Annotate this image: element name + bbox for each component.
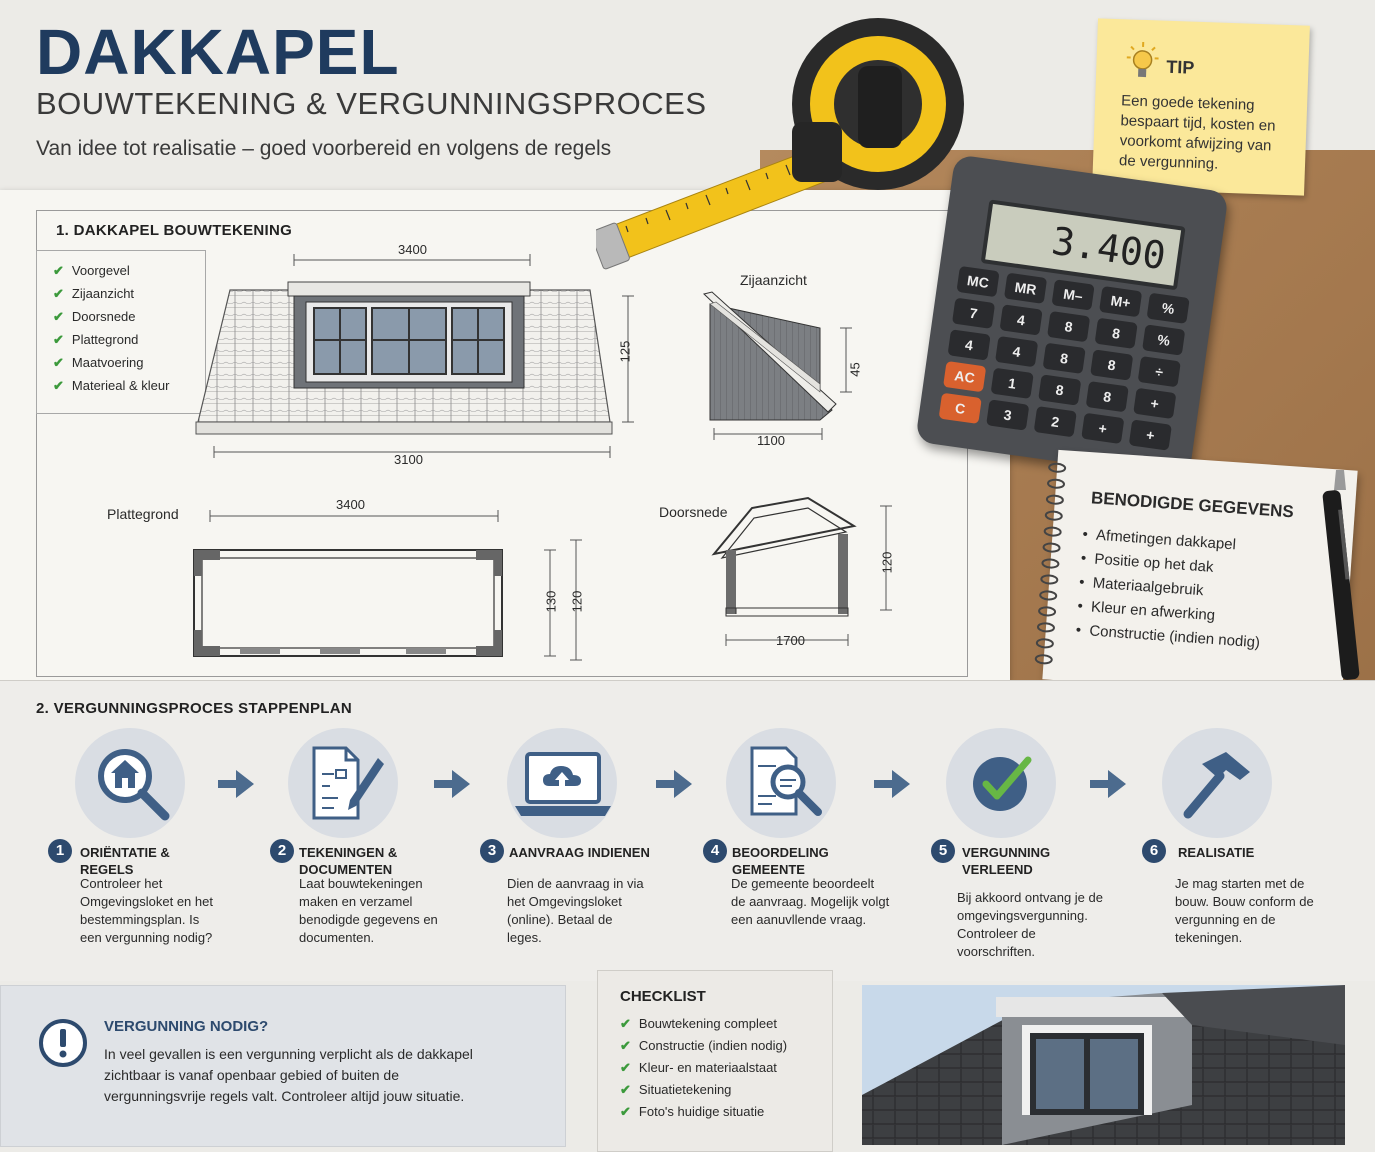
- page-title: DAKKAPEL: [36, 20, 400, 84]
- calc-key: 8: [1047, 311, 1090, 342]
- section-view-drawing: [708, 490, 908, 660]
- calc-key: 4: [947, 329, 990, 360]
- laptop-upload-icon: [513, 750, 613, 818]
- requirements-title: BENODIGDE GEGEVENS: [1090, 488, 1294, 522]
- hammer-icon: [1180, 746, 1256, 822]
- arrow-right-icon: [434, 770, 470, 798]
- front-height-dimension: 125: [617, 341, 632, 363]
- calculator-display: 3.400: [1049, 219, 1168, 278]
- check-icon: ✔: [53, 309, 64, 324]
- calc-key-clear-all: AC: [943, 361, 986, 392]
- side-depth-dimension: 1100: [757, 433, 785, 448]
- arrow-right-icon: [874, 770, 910, 798]
- check-icon: ✔: [53, 378, 64, 393]
- calc-key: +: [1081, 413, 1124, 444]
- tip-title: TIP: [1166, 57, 1195, 79]
- step-number: 3: [480, 839, 504, 863]
- pen-icon: [1322, 470, 1362, 680]
- step-number: 5: [931, 839, 955, 863]
- step-title: AANVRAAG INDIENEN: [509, 844, 669, 861]
- section-drawing-heading: 1. DAKKAPEL BOUWTEKENING: [56, 222, 292, 239]
- document-search-icon: [746, 744, 826, 824]
- step-title: VERGUNNING VERLEEND: [962, 844, 1072, 878]
- legend-item: ✔ Plattegrond: [53, 332, 138, 348]
- step-description: Controleer het Omgevingsloket en het bestemmingsplan. Is een vergunning nodig?: [80, 875, 220, 947]
- checklist-item: ✔ Situatietekening: [620, 1082, 731, 1098]
- calc-key: 8: [1090, 349, 1133, 380]
- checkmark-icon: [972, 754, 1032, 814]
- step-title: TEKENINGEN & DOCUMENTEN: [299, 844, 419, 878]
- check-icon: ✔: [53, 286, 64, 301]
- exclamation-icon: [38, 1018, 88, 1068]
- lightbulb-icon: [1126, 41, 1159, 82]
- plan-depth-dimension-a: 130: [543, 591, 558, 613]
- check-icon: ✔: [620, 1082, 631, 1097]
- calc-key: +: [1133, 388, 1176, 419]
- requirements-notebook: [1042, 450, 1357, 700]
- calc-key: 4: [995, 336, 1038, 367]
- requirement-item: • Constructie (indien nodig): [1075, 621, 1260, 651]
- step-3-circle: [507, 728, 617, 838]
- step-6-circle: [1162, 728, 1272, 838]
- tip-note: [1092, 18, 1310, 195]
- step-5-circle: [946, 728, 1056, 838]
- section-view-label: Doorsnede: [659, 504, 728, 520]
- check-icon: ✔: [620, 1038, 631, 1053]
- step-number: 1: [48, 839, 72, 863]
- legend-item: ✔ Zijaanzicht: [53, 286, 134, 302]
- check-icon: ✔: [620, 1104, 631, 1119]
- requirement-item: • Kleur en afwerking: [1077, 598, 1216, 625]
- calc-key: +: [1129, 419, 1172, 450]
- step-description: Je mag starten met de bouw. Bouw conform de vergunning en de tekeningen.: [1175, 875, 1325, 947]
- front-elevation-drawing: [190, 236, 650, 476]
- calc-key: %: [1142, 324, 1185, 355]
- front-width-dimension: 3400: [398, 242, 427, 257]
- legend-item: ✔ Doorsnede: [53, 309, 136, 325]
- calc-key: %: [1147, 293, 1190, 324]
- requirement-item: • Positie op het dak: [1080, 550, 1214, 576]
- step-title: REALISATIE: [1178, 844, 1298, 861]
- floor-plan-label: Plattegrond: [107, 506, 179, 522]
- drawing-legend: [36, 250, 206, 414]
- arrow-right-icon: [1090, 770, 1126, 798]
- alert-text: In veel gevallen is een vergunning verplicht als de dakkapel zichtbaar is vanaf openbaar gebied of buiten de vergunningsvrije regels valt. Controleer altijd jouw situatie.: [104, 1044, 504, 1107]
- checklist-item: ✔ Kleur- en materiaalstaat: [620, 1060, 777, 1076]
- arrow-right-icon: [656, 770, 692, 798]
- roof-width-dimension: 3100: [394, 452, 423, 467]
- calc-key-clear: C: [939, 393, 982, 424]
- plan-width-dimension: 3400: [336, 497, 365, 512]
- step-number: 2: [270, 839, 294, 863]
- calc-key: 1: [991, 368, 1034, 399]
- calc-key: 8: [1038, 374, 1081, 405]
- tape-measure-icon: [596, 10, 976, 270]
- calc-key: 4: [999, 304, 1042, 335]
- requirement-item: • Afmetingen dakkapel: [1082, 526, 1236, 554]
- calculator: [915, 154, 1229, 480]
- dormer-photo: [862, 985, 1345, 1145]
- calc-key: M–: [1051, 279, 1094, 310]
- check-icon: ✔: [53, 355, 64, 370]
- calc-key: 3: [986, 399, 1029, 430]
- step-description: Laat bouwtekeningen maken en verzamel benodigde gegevens en documenten.: [299, 875, 439, 947]
- section-width-dimension: 1700: [776, 633, 805, 648]
- page-tagline: Van idee tot realisatie – goed voorbereid en volgens de regels: [36, 138, 611, 159]
- step-number: 6: [1142, 839, 1166, 863]
- checklist-item: ✔ Constructie (indien nodig): [620, 1038, 787, 1054]
- section-height-dimension: 120: [879, 552, 894, 574]
- page-subtitle: BOUWTEKENING & VERGUNNINGSPROCES: [36, 88, 707, 119]
- floor-plan-drawing: [180, 500, 600, 670]
- legend-item: ✔ Materieal & kleur: [53, 378, 169, 394]
- legend-item: ✔ Voorgevel: [53, 263, 130, 279]
- tip-text: Een goede tekening bespaart tijd, kosten en voorkomt afwijzing van de vergunning.: [1119, 91, 1282, 177]
- calc-key: M+: [1099, 286, 1142, 317]
- checklist-item: ✔ Foto's huidige situatie: [620, 1104, 764, 1120]
- house-search-icon: [95, 746, 171, 822]
- requirement-item: • Materiaalgebruik: [1079, 574, 1204, 600]
- step-2-circle: [288, 728, 398, 838]
- legend-item: ✔ Maatvoering: [53, 355, 143, 371]
- calc-key: ÷: [1138, 356, 1181, 387]
- calc-key: MR: [1004, 273, 1047, 304]
- arrow-right-icon: [218, 770, 254, 798]
- checklist-item: ✔ Bouwtekening compleet: [620, 1016, 777, 1032]
- calc-key: 7: [952, 298, 995, 329]
- calc-key: 8: [1043, 343, 1086, 374]
- calc-key: 8: [1095, 318, 1138, 349]
- check-icon: ✔: [53, 263, 64, 278]
- calc-key: 8: [1086, 381, 1129, 412]
- document-pencil-icon: [308, 744, 384, 824]
- check-icon: ✔: [620, 1016, 631, 1031]
- step-1-circle: [75, 728, 185, 838]
- alert-title: VERGUNNING NODIG?: [104, 1018, 268, 1035]
- side-height-dimension: 45: [848, 362, 863, 376]
- step-title: BEOORDELING GEMEENTE: [732, 844, 902, 878]
- calc-key: MC: [956, 266, 999, 297]
- step-number: 4: [703, 839, 727, 863]
- plan-depth-dimension-b: 120: [569, 591, 584, 613]
- calc-key: 2: [1034, 406, 1077, 437]
- check-icon: ✔: [53, 332, 64, 347]
- step-title: ORIËNTATIE & REGELS: [80, 844, 220, 878]
- section-process-heading: 2. VERGUNNINGSPROCES STAPPENPLAN: [36, 700, 352, 717]
- side-view-label: Zijaanzicht: [740, 272, 807, 288]
- step-4-circle: [726, 728, 836, 838]
- check-icon: ✔: [620, 1060, 631, 1075]
- step-description: De gemeente beoordeelt de aanvraag. Mogelijk volgt een aanuvllende vraag.: [731, 875, 891, 929]
- step-description: Dien de aanvraag in via het Omgevingsloket (online). Betaal de leges.: [507, 875, 647, 947]
- step-description: Bij akkoord ontvang je de omgevingsvergunning. Controleer de voorschriften.: [957, 889, 1117, 961]
- checklist-title: CHECKLIST: [620, 988, 706, 1005]
